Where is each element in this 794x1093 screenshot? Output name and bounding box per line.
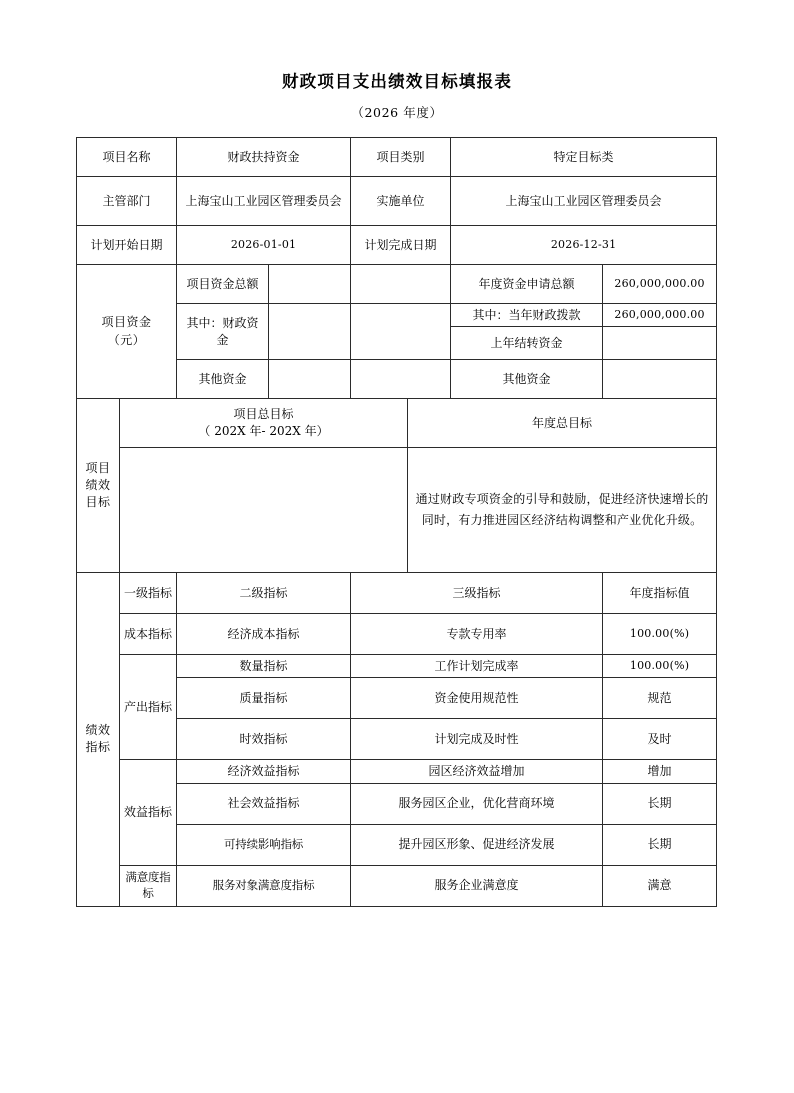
- table-row: [77, 760, 717, 783]
- label-start-date: 计划开始日期: [77, 226, 177, 265]
- label-department: 主管部门: [77, 177, 177, 226]
- performance-target-form: [76, 137, 717, 907]
- cell-annual-value: 100.00(%): [603, 655, 717, 678]
- header-overall-goal-line2: （ 202X 年- 202X 年）: [198, 424, 329, 439]
- table-row-department: [77, 177, 717, 226]
- table-row-funds-total: [77, 265, 717, 304]
- label-performance-goals: [77, 399, 120, 573]
- spacer-funds-left-2: [351, 304, 451, 360]
- value-project-category: 特定目标类: [451, 138, 717, 177]
- value-of-which-fiscal: [269, 304, 351, 360]
- value-overall-goal: [120, 448, 408, 573]
- cell-level2: 服务对象满意度指标: [177, 865, 351, 906]
- header-level2: 二级指标: [177, 573, 351, 614]
- label-funds-total: 项目资金总额: [177, 265, 269, 304]
- label-performance-indicators-line1: 绩效: [85, 722, 111, 737]
- header-level1: 一级指标: [120, 573, 177, 614]
- label-performance-goals-line3: 目标: [85, 495, 111, 510]
- label-carryover: 上年结转资金: [451, 327, 603, 360]
- label-performance-goals-line2: 绩效: [85, 477, 111, 492]
- value-start-date: 2026-01-01: [177, 226, 351, 265]
- label-project-name: 项目名称: [77, 138, 177, 177]
- label-project-category: 项目类别: [351, 138, 451, 177]
- label-end-date: 计划完成日期: [351, 226, 451, 265]
- table-row-indicator-headers: [77, 573, 717, 614]
- header-annual-goal: 年度总目标: [408, 399, 717, 448]
- table-row: [77, 614, 717, 655]
- label-project-funds-line1: 项目资金: [101, 315, 152, 330]
- value-funds-total: [269, 265, 351, 304]
- label-performance-goals-line1: 项目: [85, 460, 111, 475]
- page-title: 财政项目支出绩效目标填报表: [281, 72, 513, 91]
- cell-level2: 社会效益指标: [177, 783, 351, 824]
- label-of-which-fiscal: 其中：财政资金: [177, 304, 269, 360]
- cell-level1: 满意度指标: [120, 865, 177, 906]
- cell-level2: 数量指标: [177, 655, 351, 678]
- cell-level3: 工作计划完成率: [351, 655, 603, 678]
- value-other-funds-right: [603, 360, 717, 399]
- value-project-name: 财政扶持资金: [177, 138, 351, 177]
- cell-level3: 园区经济效益增加: [351, 760, 603, 783]
- value-department: 上海宝山工业园区管理委员会: [177, 177, 351, 226]
- cell-level3: 提升园区形象、促进经济发展: [351, 824, 603, 865]
- label-other-funds-right: 其他资金: [451, 360, 603, 399]
- cell-level3: 服务企业满意度: [351, 865, 603, 906]
- value-carryover: [603, 327, 717, 360]
- value-implementing-unit: 上海宝山工业园区管理委员会: [451, 177, 717, 226]
- cell-level2: 经济效益指标: [177, 760, 351, 783]
- cell-annual-value: 增加: [603, 760, 717, 783]
- cell-level2: 经济成本指标: [177, 614, 351, 655]
- cell-annual-value: 长期: [603, 783, 717, 824]
- value-current-year-appropriation: 260,000,000.00: [603, 304, 717, 327]
- label-project-funds-line2: （元）: [107, 332, 146, 347]
- page-subtitle: （2026 年度）: [351, 105, 443, 120]
- cell-annual-value: 满意: [603, 865, 717, 906]
- table-row: [77, 655, 717, 678]
- cell-level3: 计划完成及时性: [351, 719, 603, 760]
- label-performance-indicators: [77, 573, 120, 906]
- header-overall-goal: [120, 399, 408, 448]
- cell-level2: 可持续影响指标: [177, 824, 351, 865]
- label-annual-request: 年度资金申请总额: [451, 265, 603, 304]
- table-row-project-name: [77, 138, 717, 177]
- spacer-funds-left: [351, 265, 451, 304]
- label-performance-indicators-line2: 指标: [85, 740, 111, 755]
- cell-level3: 服务园区企业，优化营商环境: [351, 783, 603, 824]
- header-overall-goal-line1: 项目总目标: [233, 406, 294, 421]
- value-other-funds-left: [269, 360, 351, 399]
- cell-level1: 产出指标: [120, 655, 177, 760]
- label-other-funds-left: 其他资金: [177, 360, 269, 399]
- table-row-goal-headers: [77, 399, 717, 448]
- cell-level1: 效益指标: [120, 760, 177, 865]
- cell-level2: 质量指标: [177, 678, 351, 719]
- value-annual-goal: 通过财政专项资金的引导和鼓励，促进经济快速增长的同时，有力推进园区经济结构调整和产业优化升级。: [408, 448, 717, 573]
- table-row: [77, 865, 717, 906]
- header-annual-value: 年度指标值: [603, 573, 717, 614]
- table-row-goal-text: [77, 448, 717, 573]
- header-level3: 三级指标: [351, 573, 603, 614]
- label-implementing-unit: 实施单位: [351, 177, 451, 226]
- spacer-funds-left-3: [351, 360, 451, 399]
- cell-annual-value: 规范: [603, 678, 717, 719]
- cell-annual-value: 长期: [603, 824, 717, 865]
- cell-level3: 资金使用规范性: [351, 678, 603, 719]
- label-current-year-appropriation: 其中：当年财政拨款: [451, 304, 603, 327]
- label-project-funds: [77, 265, 177, 399]
- cell-annual-value: 100.00(%): [603, 614, 717, 655]
- value-annual-request: 260,000,000.00: [603, 265, 717, 304]
- cell-annual-value: 及时: [603, 719, 717, 760]
- cell-level1: 成本指标: [120, 614, 177, 655]
- value-end-date: 2026-12-31: [451, 226, 717, 265]
- cell-level2: 时效指标: [177, 719, 351, 760]
- cell-level3: 专款专用率: [351, 614, 603, 655]
- table-row-dates: [77, 226, 717, 265]
